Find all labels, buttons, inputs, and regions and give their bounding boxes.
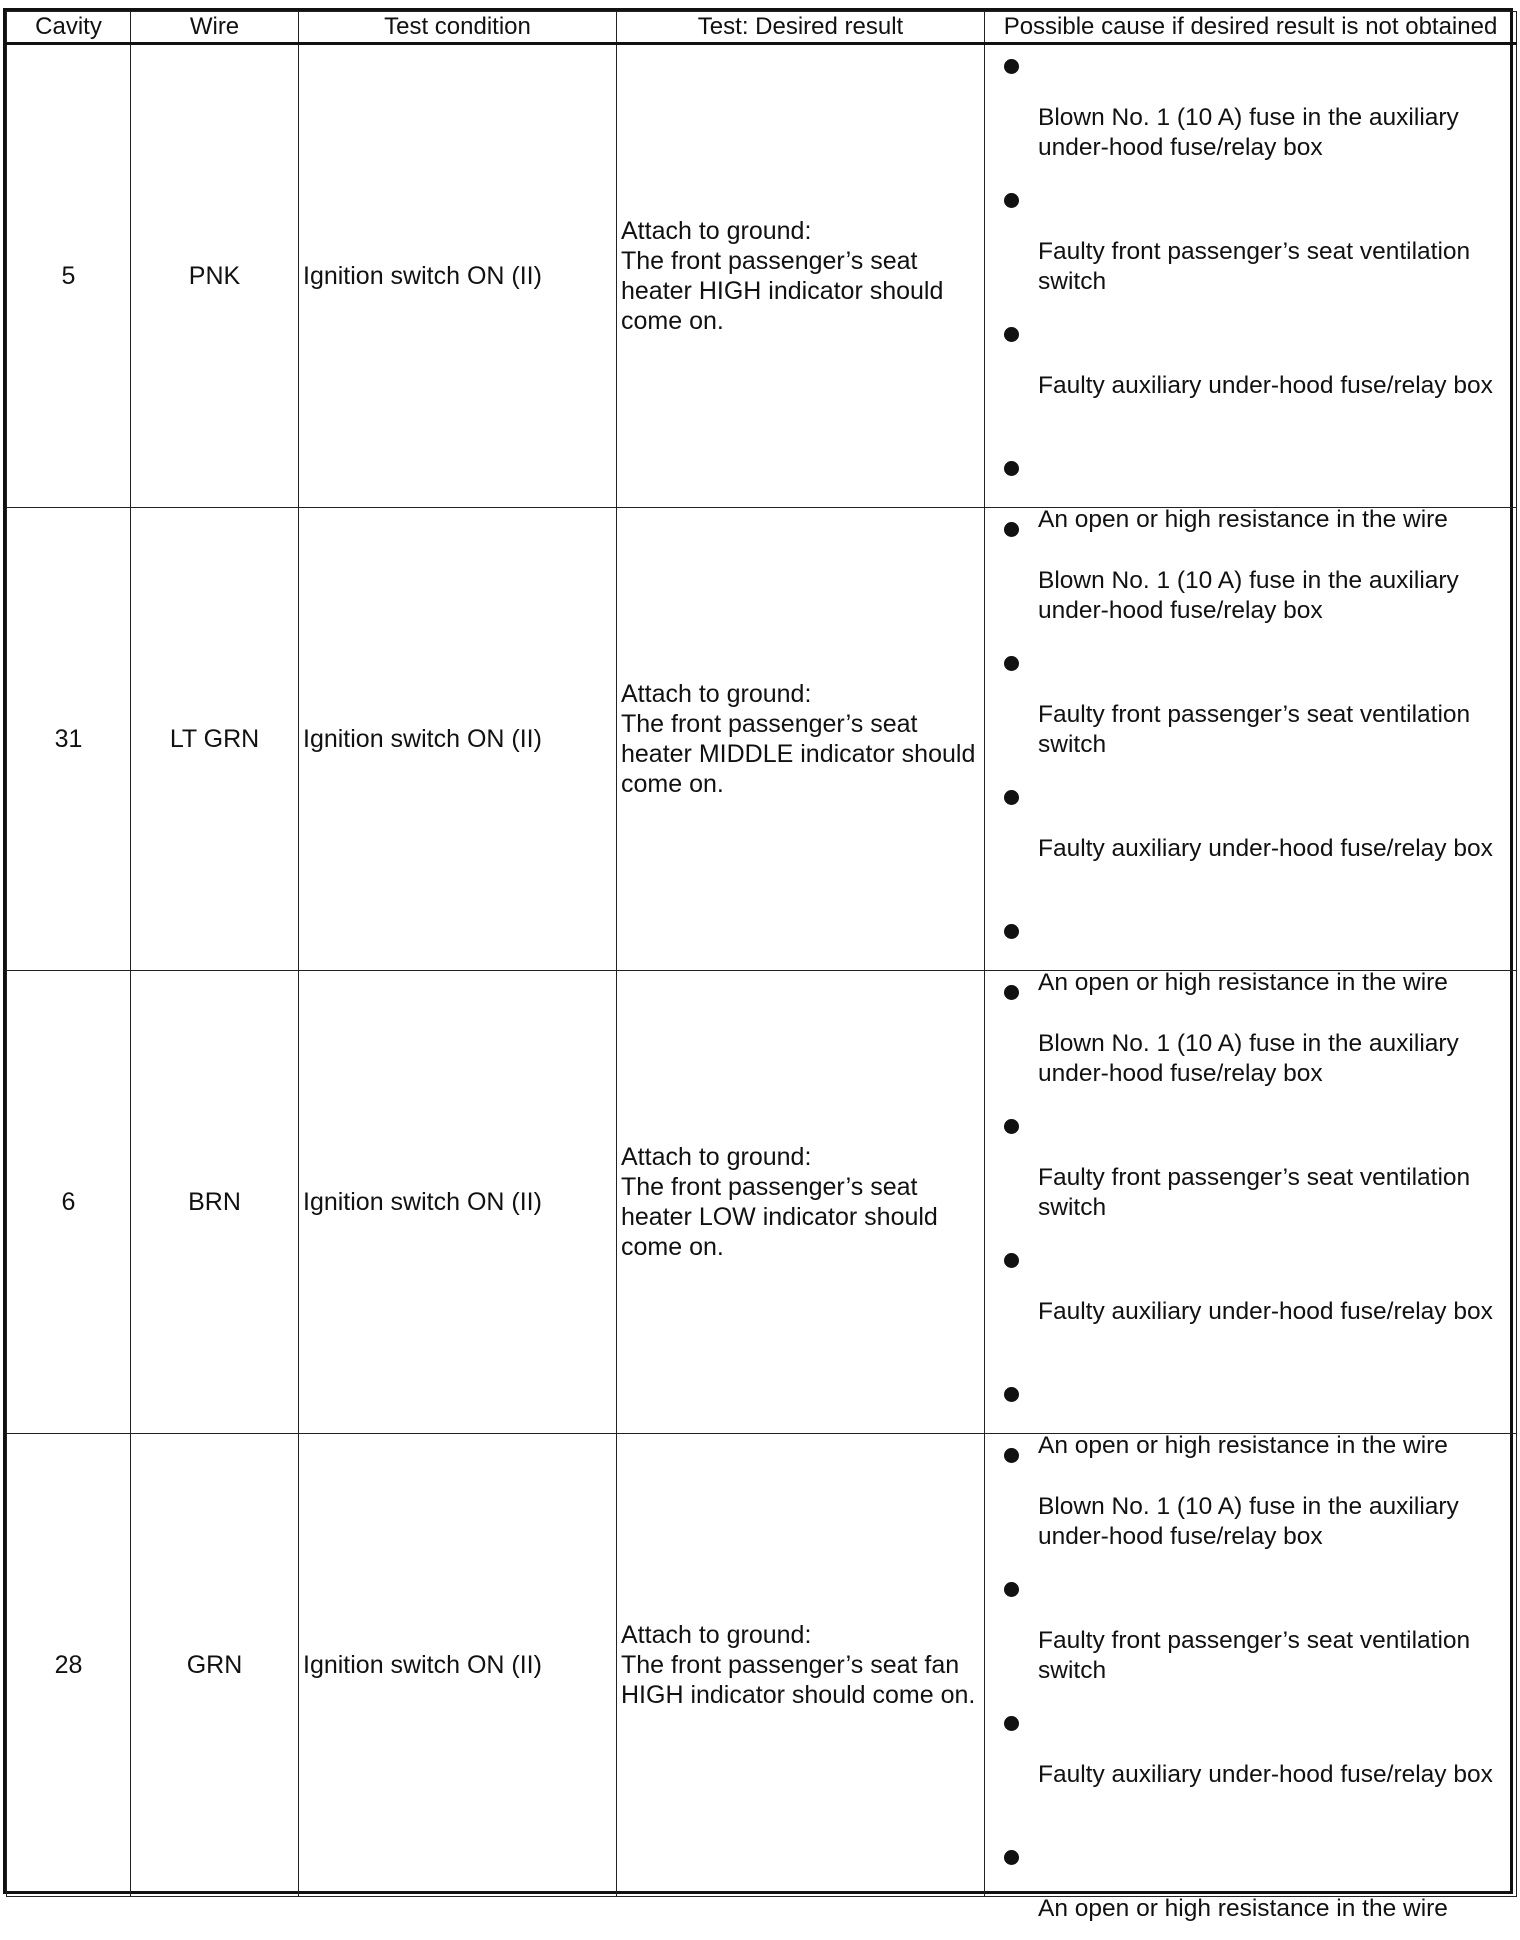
desired-result-line: Attach to ground: (621, 1621, 812, 1649)
desired-result-line: Attach to ground: (621, 680, 812, 708)
header-wire: Wire (131, 12, 299, 44)
desired-result-line: The front passenger’s seat (621, 1173, 918, 1201)
header-cavity: Cavity (7, 12, 131, 44)
table-row (7, 44, 1517, 508)
wire-cell: BRN (131, 971, 299, 1434)
bullet-icon (1004, 461, 1019, 476)
desired-result-cell (617, 44, 985, 508)
cause-list-item (985, 1434, 1516, 1568)
cause-list-item (985, 508, 1516, 642)
cause-text: An open or high resistance in the wire (1038, 506, 1448, 533)
bullet-icon (1004, 327, 1019, 342)
bullet-icon (1004, 1850, 1019, 1865)
cavity-cell: 28 (7, 1434, 131, 1897)
cavity-cell: 31 (7, 508, 131, 971)
cause-text: Faulty auxiliary under-hood fuse/relay box (1038, 1298, 1493, 1325)
cause-text: Faulty auxiliary under-hood fuse/relay box (1038, 372, 1493, 399)
possible-cause-cell (985, 1434, 1517, 1922)
cause-list-item (985, 1105, 1516, 1239)
test-condition-cell: Ignition switch ON (II) (299, 508, 617, 971)
desired-result-cell (617, 971, 985, 1434)
bullet-icon (1004, 1448, 1019, 1463)
connector-test-table (6, 11, 1517, 1922)
desired-result-line: The front passenger’s seat (621, 247, 918, 275)
cavity-cell: 6 (7, 971, 131, 1434)
desired-result-line: HIGH indicator should come on. (621, 1681, 976, 1709)
desired-result-line: Attach to ground: (621, 1143, 812, 1171)
bullet-icon (1004, 193, 1019, 208)
cause-text: An open or high resistance in the wire (1038, 1432, 1448, 1459)
bullet-icon (1004, 1253, 1019, 1268)
cause-text: An open or high resistance in the wire (1038, 969, 1448, 996)
cause-list (985, 971, 1516, 1459)
header-desired-result: Test: Desired result (617, 12, 985, 44)
bullet-icon (1004, 1716, 1019, 1731)
desired-result-cell (617, 1434, 985, 1897)
possible-cause-cell (985, 508, 1517, 996)
bullet-icon (1004, 790, 1019, 805)
bullet-icon (1004, 1387, 1019, 1402)
header-test-condition: Test condition (299, 12, 617, 44)
wire-cell: GRN (131, 1434, 299, 1897)
bullet-icon (1004, 924, 1019, 939)
cause-text: Faulty front passenger’s seat ventilation switch (1038, 701, 1471, 758)
cause-list-item (985, 1239, 1516, 1373)
cause-list-item (985, 776, 1516, 910)
desired-result-cell (617, 508, 985, 971)
table-row (7, 508, 1517, 971)
cause-list-item (985, 1702, 1516, 1836)
desired-result-line: heater MIDDLE indicator should (621, 740, 976, 768)
cause-list-item (985, 971, 1516, 1105)
cause-text: Faulty auxiliary under-hood fuse/relay box (1038, 835, 1493, 862)
test-condition-cell: Ignition switch ON (II) (299, 44, 617, 508)
cause-list-item (985, 1568, 1516, 1702)
table-row (7, 1434, 1517, 1897)
bullet-icon (1004, 59, 1019, 74)
cause-list-item (985, 642, 1516, 776)
table-body (7, 44, 1517, 1922)
cause-text: Faulty front passenger’s seat ventilation switch (1038, 238, 1471, 295)
bullet-icon (1004, 985, 1019, 1000)
table-row (7, 971, 1517, 1434)
wire-cell: PNK (131, 44, 299, 508)
possible-cause-cell (985, 44, 1517, 533)
cause-list (985, 45, 1516, 533)
desired-result-line: come on. (621, 770, 724, 798)
bullet-icon (1004, 1582, 1019, 1597)
header-row (7, 12, 1517, 44)
cause-text: Faulty auxiliary under-hood fuse/relay box (1038, 1761, 1493, 1788)
desired-result-line: heater HIGH indicator should (621, 277, 944, 305)
bullet-icon (1004, 522, 1019, 537)
desired-result-line: heater LOW indicator should (621, 1203, 938, 1231)
test-condition-cell: Ignition switch ON (II) (299, 1434, 617, 1897)
bullet-icon (1004, 1119, 1019, 1134)
desired-result-line: come on. (621, 307, 724, 335)
header-possible-cause: Possible cause if desired result is not obtained (985, 12, 1517, 44)
cause-list-item (985, 45, 1516, 179)
wire-cell: LT GRN (131, 508, 299, 971)
desired-result-line: Attach to ground: (621, 217, 812, 245)
cause-text: Faulty front passenger’s seat ventilation switch (1038, 1627, 1471, 1684)
possible-cause-cell (985, 971, 1517, 1459)
cause-text: Blown No. 1 (10 A) fuse in the auxiliary under-hood fuse/relay box (1038, 104, 1459, 161)
cause-list (985, 508, 1516, 996)
test-condition-cell: Ignition switch ON (II) (299, 971, 617, 1434)
connector-test-table-sheet (3, 8, 1513, 1922)
cause-text: Blown No. 1 (10 A) fuse in the auxiliary under-hood fuse/relay box (1038, 567, 1459, 624)
cause-list-item (985, 313, 1516, 447)
cavity-cell: 5 (7, 44, 131, 508)
bullet-icon (1004, 656, 1019, 671)
desired-result-line: The front passenger’s seat fan (621, 1651, 960, 1679)
cause-text: Faulty front passenger’s seat ventilation switch (1038, 1164, 1471, 1221)
cause-list (985, 1434, 1516, 1922)
cause-text: Blown No. 1 (10 A) fuse in the auxiliary under-hood fuse/relay box (1038, 1493, 1459, 1550)
cause-list-item (985, 1836, 1516, 1940)
desired-result-line: come on. (621, 1233, 724, 1261)
cause-text: An open or high resistance in the wire (1038, 1895, 1448, 1922)
cause-text: Blown No. 1 (10 A) fuse in the auxiliary under-hood fuse/relay box (1038, 1030, 1459, 1087)
desired-result-line: The front passenger’s seat (621, 710, 918, 738)
cause-list-item (985, 179, 1516, 313)
